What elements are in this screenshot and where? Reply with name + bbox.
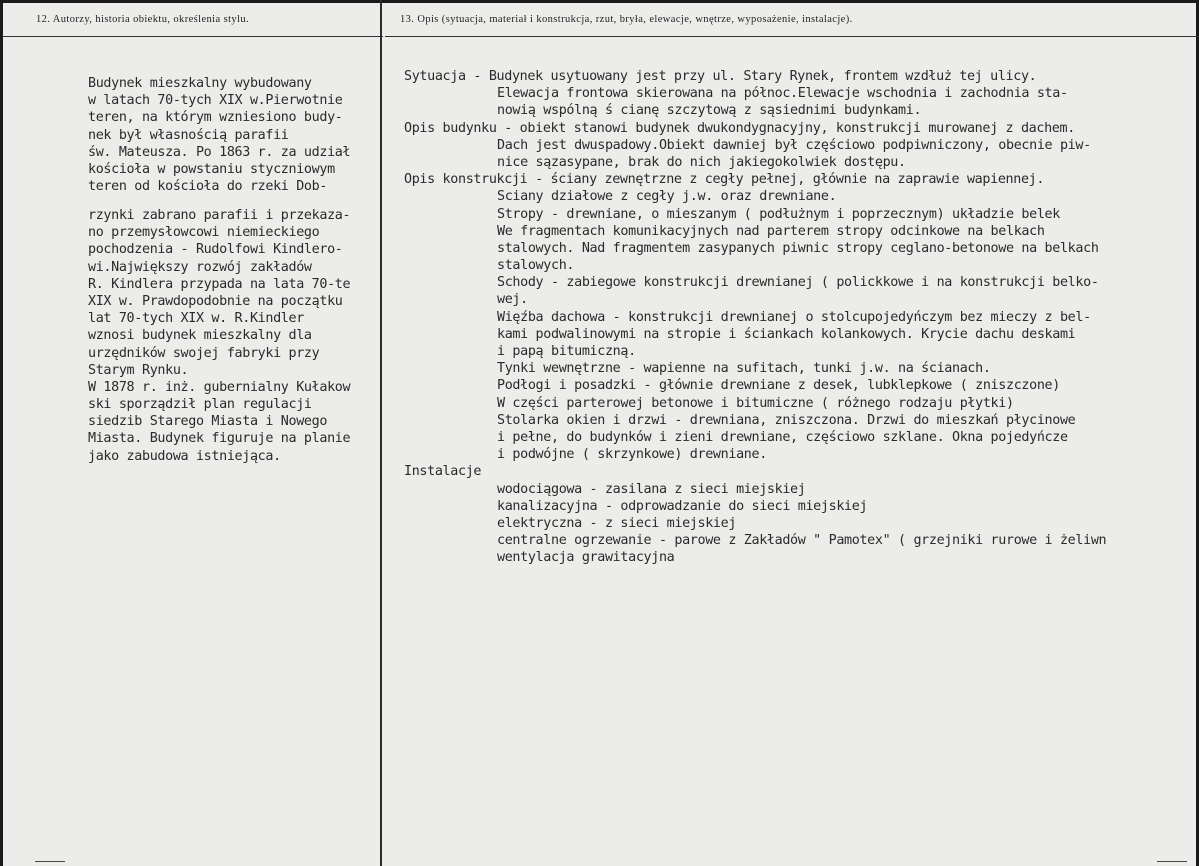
text-line: w latach 70-tych XIX w.Pierwotnie [88, 93, 343, 109]
text-line: kanalizacyjna - odprowadzanie do sieci miejskiej [497, 498, 868, 514]
text-line: Podłogi i posadzki - głównie drewniane z desek, lubklepkowe ( zniszczone) [497, 378, 1060, 394]
text-line: Miasta. Budynek figuruje na planie [88, 431, 351, 447]
text-line: urzędników swojej fabryki przy [88, 345, 320, 361]
bottom-right-mark [1157, 861, 1187, 863]
text-line: nice sązasypane, brak do nich jakiegokolwiek dostępu. [497, 154, 906, 170]
text-line: Opis budynku - obiekt stanowi budynek dwukondygnacyjny, konstrukcji murowanej z dachem. [404, 120, 1075, 136]
text-line: ski sporządził plan regulacji [88, 397, 312, 413]
text-line: teren od kościoła do rzeki Dob- [88, 179, 328, 195]
section-12-header: 12. Autorzy, historia obiektu, określenia stylu. [3, 3, 383, 37]
text-line: XIX w. Prawdopodobnie na początku [88, 293, 343, 309]
text-line: teren, na którym wzniesiono budy- [88, 110, 343, 126]
history-text-block-1 [88, 75, 380, 195]
text-line: wej. [497, 292, 528, 308]
description-text [404, 68, 1194, 566]
text-line: siedzib Starego Miasta i Nowego [88, 414, 328, 430]
text-line: Instalacje [404, 464, 482, 480]
text-line: centralne ogrzewanie - parowe z Zakładów " Pamotex" ( grzejniki rurowe i żeliwn [497, 533, 1107, 549]
text-line: lat 70-tych XIX w. R.Kindler [88, 311, 304, 327]
text-line: Elewacja frontowa skierowana na północ.Elewacje wschodnia i zachodnia sta- [497, 86, 1068, 102]
text-line: nek był własnością parafii [88, 127, 289, 143]
text-line: wznosi budynek mieszkalny dla [88, 328, 312, 344]
section-13-header: 13. Opis (sytuacja, materiał i konstrukcja, rzut, bryła, elewacje, wnętrze, wyposażenie, instalacje). [385, 3, 1199, 37]
text-line: R. Kindlera przypada na lata 70-te [88, 276, 351, 292]
text-line: kami podwalinowymi na stropie i ściankach kolankowych. Krycie dachu deskami [497, 326, 1076, 342]
text-line: Dach jest dwuspadowy.Obiekt dawniej był częściowo podpiwniczony, obecnie piw- [497, 137, 1091, 153]
text-line: Stropy - drewniane, o mieszanym ( podłużnym i poprzecznym) układzie belek [497, 206, 1060, 222]
text-line: pochodzenia - Rudolfowi Kindlero- [88, 242, 343, 258]
text-line: Starym Rynku. [88, 362, 189, 378]
text-line: Sytuacja - Budynek usytuowany jest przy ul. Stary Rynek, frontem wzdłuż tej ulicy. [404, 69, 1037, 84]
text-line: Stolarka okien i drzwi - drewniana, zniszczona. Drzwi do mieszkań płycinowe [497, 412, 1076, 428]
text-line: i papą bitumiczną. [497, 344, 636, 359]
text-line: wentylacja grawitacyjna [497, 550, 675, 566]
text-line: i podwójne ( skrzynkowe) drewniane. [497, 447, 767, 463]
text-line: elektryczna - z sieci miejskiej [497, 515, 737, 531]
text-line: kościoła w powstaniu styczniowym [88, 161, 335, 177]
bottom-left-mark [35, 861, 65, 863]
text-line: We fragmentach komunikacyjnych nad parterem stropy odcinkowe na belkach [497, 223, 1045, 239]
text-line: wodociągowa - zasilana z sieci miejskiej [497, 481, 806, 497]
column-divider [380, 0, 382, 866]
text-line: Budynek mieszkalny wybudowany [88, 76, 312, 91]
text-line: W 1878 r. inż. gubernialny Kułakow [88, 379, 351, 395]
text-line: wi.Największy rozwój zakładów [88, 259, 312, 275]
text-line: rzynki zabrano parafii i przekaza- [88, 208, 351, 223]
text-line: no przemysłowcowi niemieckiego [88, 225, 320, 241]
text-line: stalowych. Nad fragmentem zasypanych piwnic stropy ceglano-betonowe na belkach [497, 240, 1099, 256]
text-line: W części parterowej betonowe i bitumiczne ( różnego rodzaju płytki) [497, 395, 1014, 411]
text-line: Tynki wewnętrzne - wapienne na sufitach, tunki j.w. na ścianach. [497, 361, 991, 377]
text-line: nowią wspólną ś cianę szczytową z sąsiednimi budynkami. [497, 103, 922, 119]
text-line: Sciany działowe z cegły j.w. oraz drewniane. [497, 189, 837, 205]
text-line: Opis konstrukcji - ściany zewnętrzne z cegły pełnej, głównie na zaprawie wapiennej. [404, 172, 1045, 188]
text-line: stalowych. [497, 258, 575, 274]
text-line: jako zabudowa istniejąca. [88, 448, 281, 464]
text-line: Więźba dachowa - konstrukcji drewnianej o stolcupojedyńczym bez mieczy z bel- [497, 309, 1091, 325]
text-line: i pełne, do budynków i zieni drewniane, częściowo szklane. Okna pojedyńcze [497, 429, 1068, 445]
history-text-block-2 [88, 207, 380, 465]
text-line: Schody - zabiegowe konstrukcji drewnianej ( polickkowe i na konstrukcji belko- [497, 275, 1099, 291]
text-line: św. Mateusza. Po 1863 r. za udział [88, 144, 351, 160]
